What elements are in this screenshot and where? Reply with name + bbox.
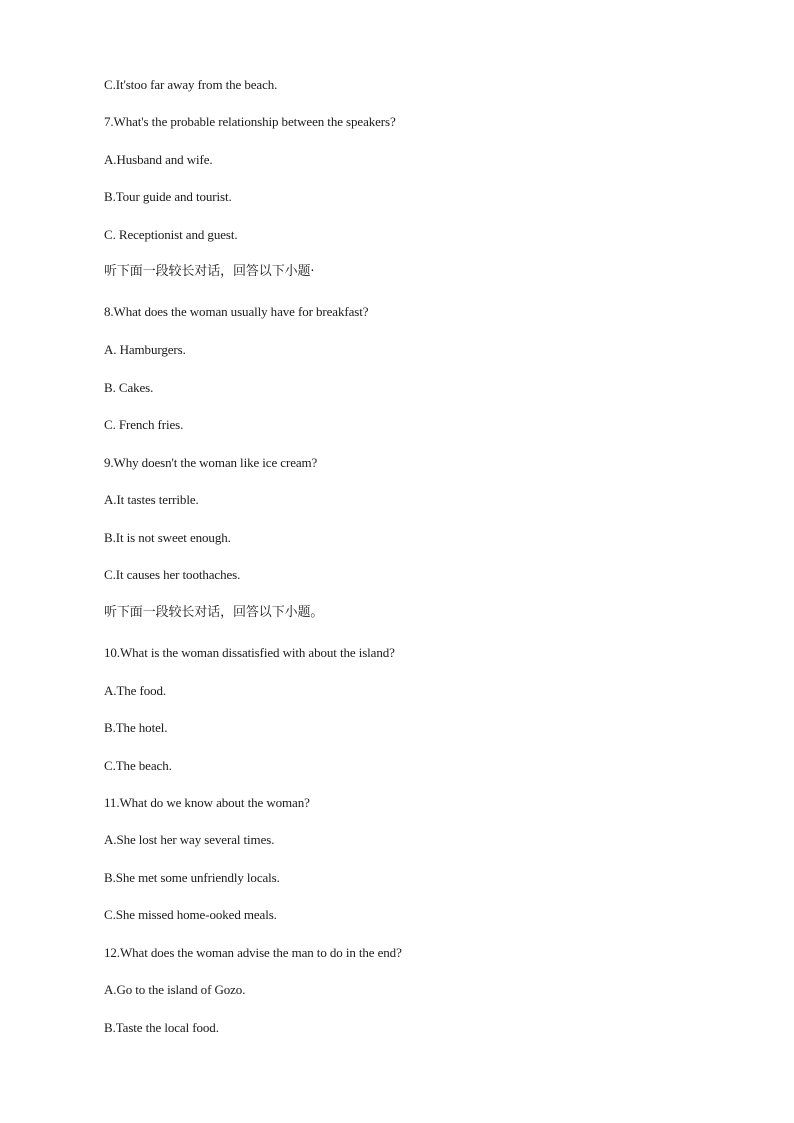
question-11: 11.What do we know about the woman? [104, 795, 310, 810]
option-6c: C.It'stoo far away from the beach. [104, 77, 278, 92]
question-12: 12.What does the woman advise the man to do in the end? [104, 945, 402, 960]
question-9: 9.Why doesn't the woman like ice cream? [104, 455, 318, 470]
question-8: 8.What does the woman usually have for breakfast? [104, 304, 369, 319]
option-10c: C.The beach. [104, 758, 172, 773]
option-12a: A.Go to the island of Gozo. [104, 982, 246, 997]
section-instruction: 听下面一段较长对话，回答以下小题· [104, 264, 315, 279]
section-instruction: 听下面一段较长对话，回答以下小题。 [104, 605, 324, 620]
option-8b: B. Cakes. [104, 380, 154, 395]
option-9b: B.It is not sweet enough. [104, 530, 231, 545]
option-9a: A.It tastes terrible. [104, 492, 199, 507]
option-7c: C. Receptionist and guest. [104, 227, 238, 242]
option-12b: B.Taste the local food. [104, 1020, 219, 1035]
option-8c: C. French fries. [104, 417, 184, 432]
option-9c: C.It causes her toothaches. [104, 567, 241, 582]
option-7a: A.Husband and wife. [104, 152, 213, 167]
option-11c: C.She missed home-ooked meals. [104, 907, 277, 922]
option-10a: A.The food. [104, 683, 167, 698]
option-10b: B.The hotel. [104, 720, 168, 735]
question-10: 10.What is the woman dissatisfied with about the island? [104, 645, 395, 660]
option-11a: A.She lost her way several times. [104, 832, 275, 847]
option-11b: B.She met some unfriendly locals. [104, 870, 280, 885]
question-7: 7.What's the probable relationship between the speakers? [104, 114, 396, 129]
option-7b: B.Tour guide and tourist. [104, 189, 232, 204]
option-8a: A. Hamburgers. [104, 342, 186, 357]
